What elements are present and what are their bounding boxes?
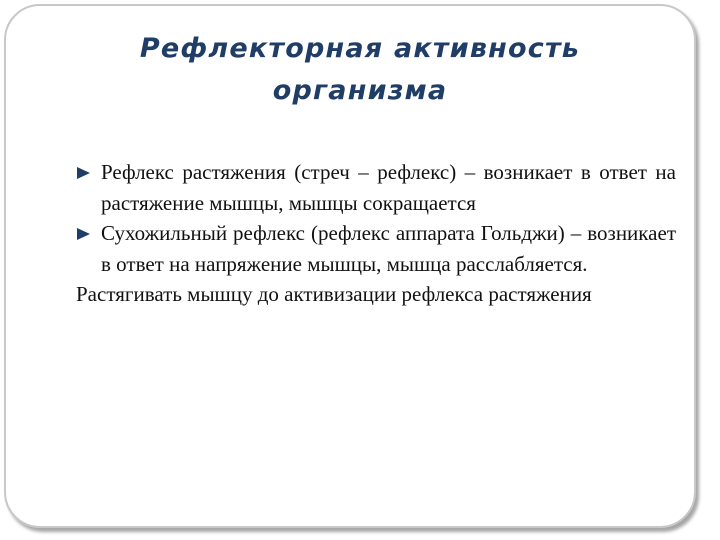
bullet-item-2 xyxy=(76,218,676,279)
title-line-2: организма xyxy=(272,75,448,106)
bullet-text-2: Сухожильный рефлекс (рефлекс аппарата Гольджи) – возникает в ответ на напряжение мышцы, мышца расслабляется. xyxy=(101,221,676,276)
bullet-item-1 xyxy=(76,157,676,218)
right-triangle-bullet-icon xyxy=(77,167,90,179)
right-triangle-bullet-icon xyxy=(77,228,90,240)
slide-title xyxy=(60,28,660,112)
plain-paragraph: Растягивать мышцу до активизации рефлекса растяжения xyxy=(76,282,592,306)
title-line-1: Рефлекторная активность xyxy=(139,33,581,64)
slide-body xyxy=(76,157,676,310)
bullet-text-1: Рефлекс растяжения (стреч – рефлекс) – возникает в ответ на растяжение мышцы, мышцы сокращается xyxy=(101,160,676,215)
